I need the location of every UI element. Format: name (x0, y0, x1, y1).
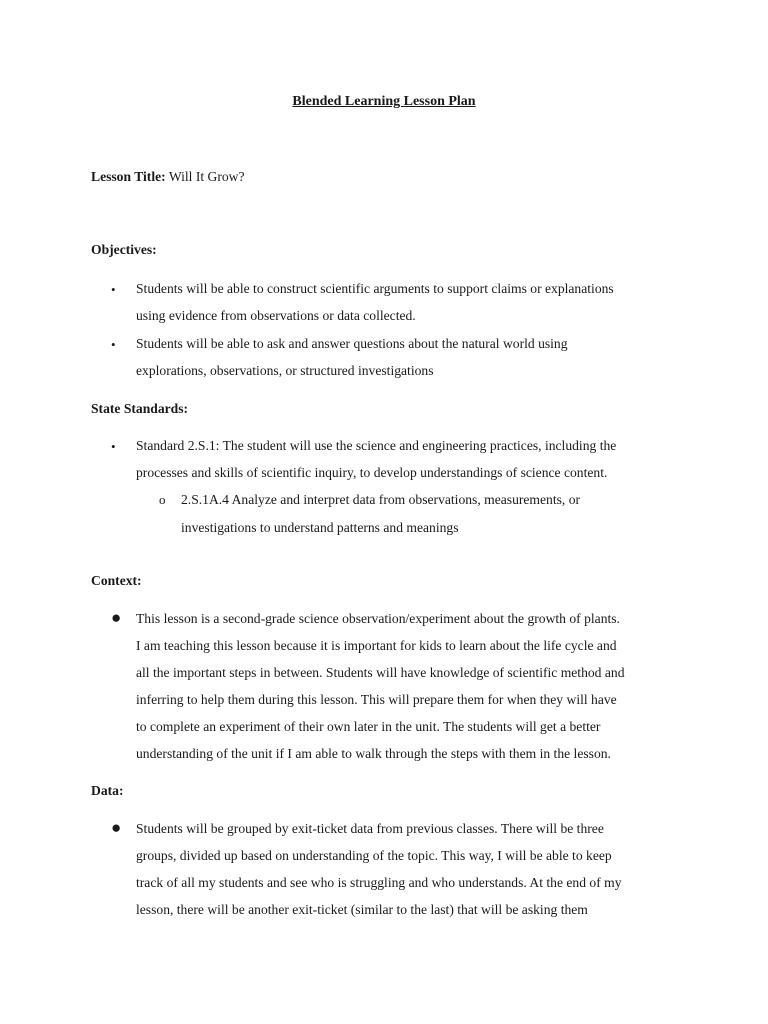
lesson-title-label: Lesson Title: (91, 169, 166, 184)
data-bullet: ● (111, 818, 122, 837)
lesson-title-row (91, 169, 245, 185)
context-bullet: ● (111, 608, 122, 627)
objective-bullet: • (111, 282, 116, 297)
objective-line: Students will be able to construct scientific arguments to support claims or explanations (136, 281, 614, 296)
document-title: Blended Learning Lesson Plan (292, 94, 476, 109)
standard-bullet: • (111, 439, 116, 454)
data-heading: Data: (91, 783, 124, 798)
state-standards-heading: State Standards: (91, 401, 189, 416)
objective-line: Students will be able to ask and answer questions about the natural world using (136, 336, 568, 351)
context-heading: Context: (91, 573, 142, 588)
sub-standard-line: 2.S.1A.4 Analyze and interpret data from observations, measurements, or (181, 492, 581, 507)
standard-line: Standard 2.S.1: The student will use the science and engineering practices, including the (136, 438, 617, 453)
context-line: to complete an experiment of their own later in the unit. The students will get a better (136, 719, 601, 734)
data-line: groups, divided up based on understanding of the topic. This way, I will be able to keep (136, 848, 612, 863)
objectives-heading: Objectives: (91, 242, 157, 257)
context-line: all the important steps in between. Students will have knowledge of scientific method and (136, 665, 625, 680)
context-line: I am teaching this lesson because it is important for kids to learn about the life cycle and (136, 638, 617, 653)
context-line: This lesson is a second-grade science observation/experiment about the growth of plants. (136, 611, 620, 626)
data-line: Students will be grouped by exit-ticket data from previous classes. There will be three (136, 821, 604, 836)
sub-standard-line: investigations to understand patterns and meanings (181, 520, 459, 535)
sub-standard-bullet: o (159, 492, 166, 507)
objective-bullet: • (111, 337, 116, 352)
data-line: lesson, there will be another exit-ticket (similar to the last) that will be asking them (136, 902, 588, 917)
objective-line: using evidence from observations or data collected. (136, 308, 416, 323)
data-line: track of all my students and see who is struggling and who understands. At the end of my (136, 875, 622, 890)
context-line: understanding of the unit if I am able to walk through the steps with them in the lesson. (136, 746, 611, 761)
standard-line: processes and skills of scientific inquiry, to develop understandings of science content. (136, 465, 608, 480)
objective-line: explorations, observations, or structured investigations (136, 363, 434, 378)
lesson-title-value: Will It Grow? (168, 169, 245, 184)
context-line: inferring to help them during this lesson. This will prepare them for when they will have (136, 692, 617, 707)
